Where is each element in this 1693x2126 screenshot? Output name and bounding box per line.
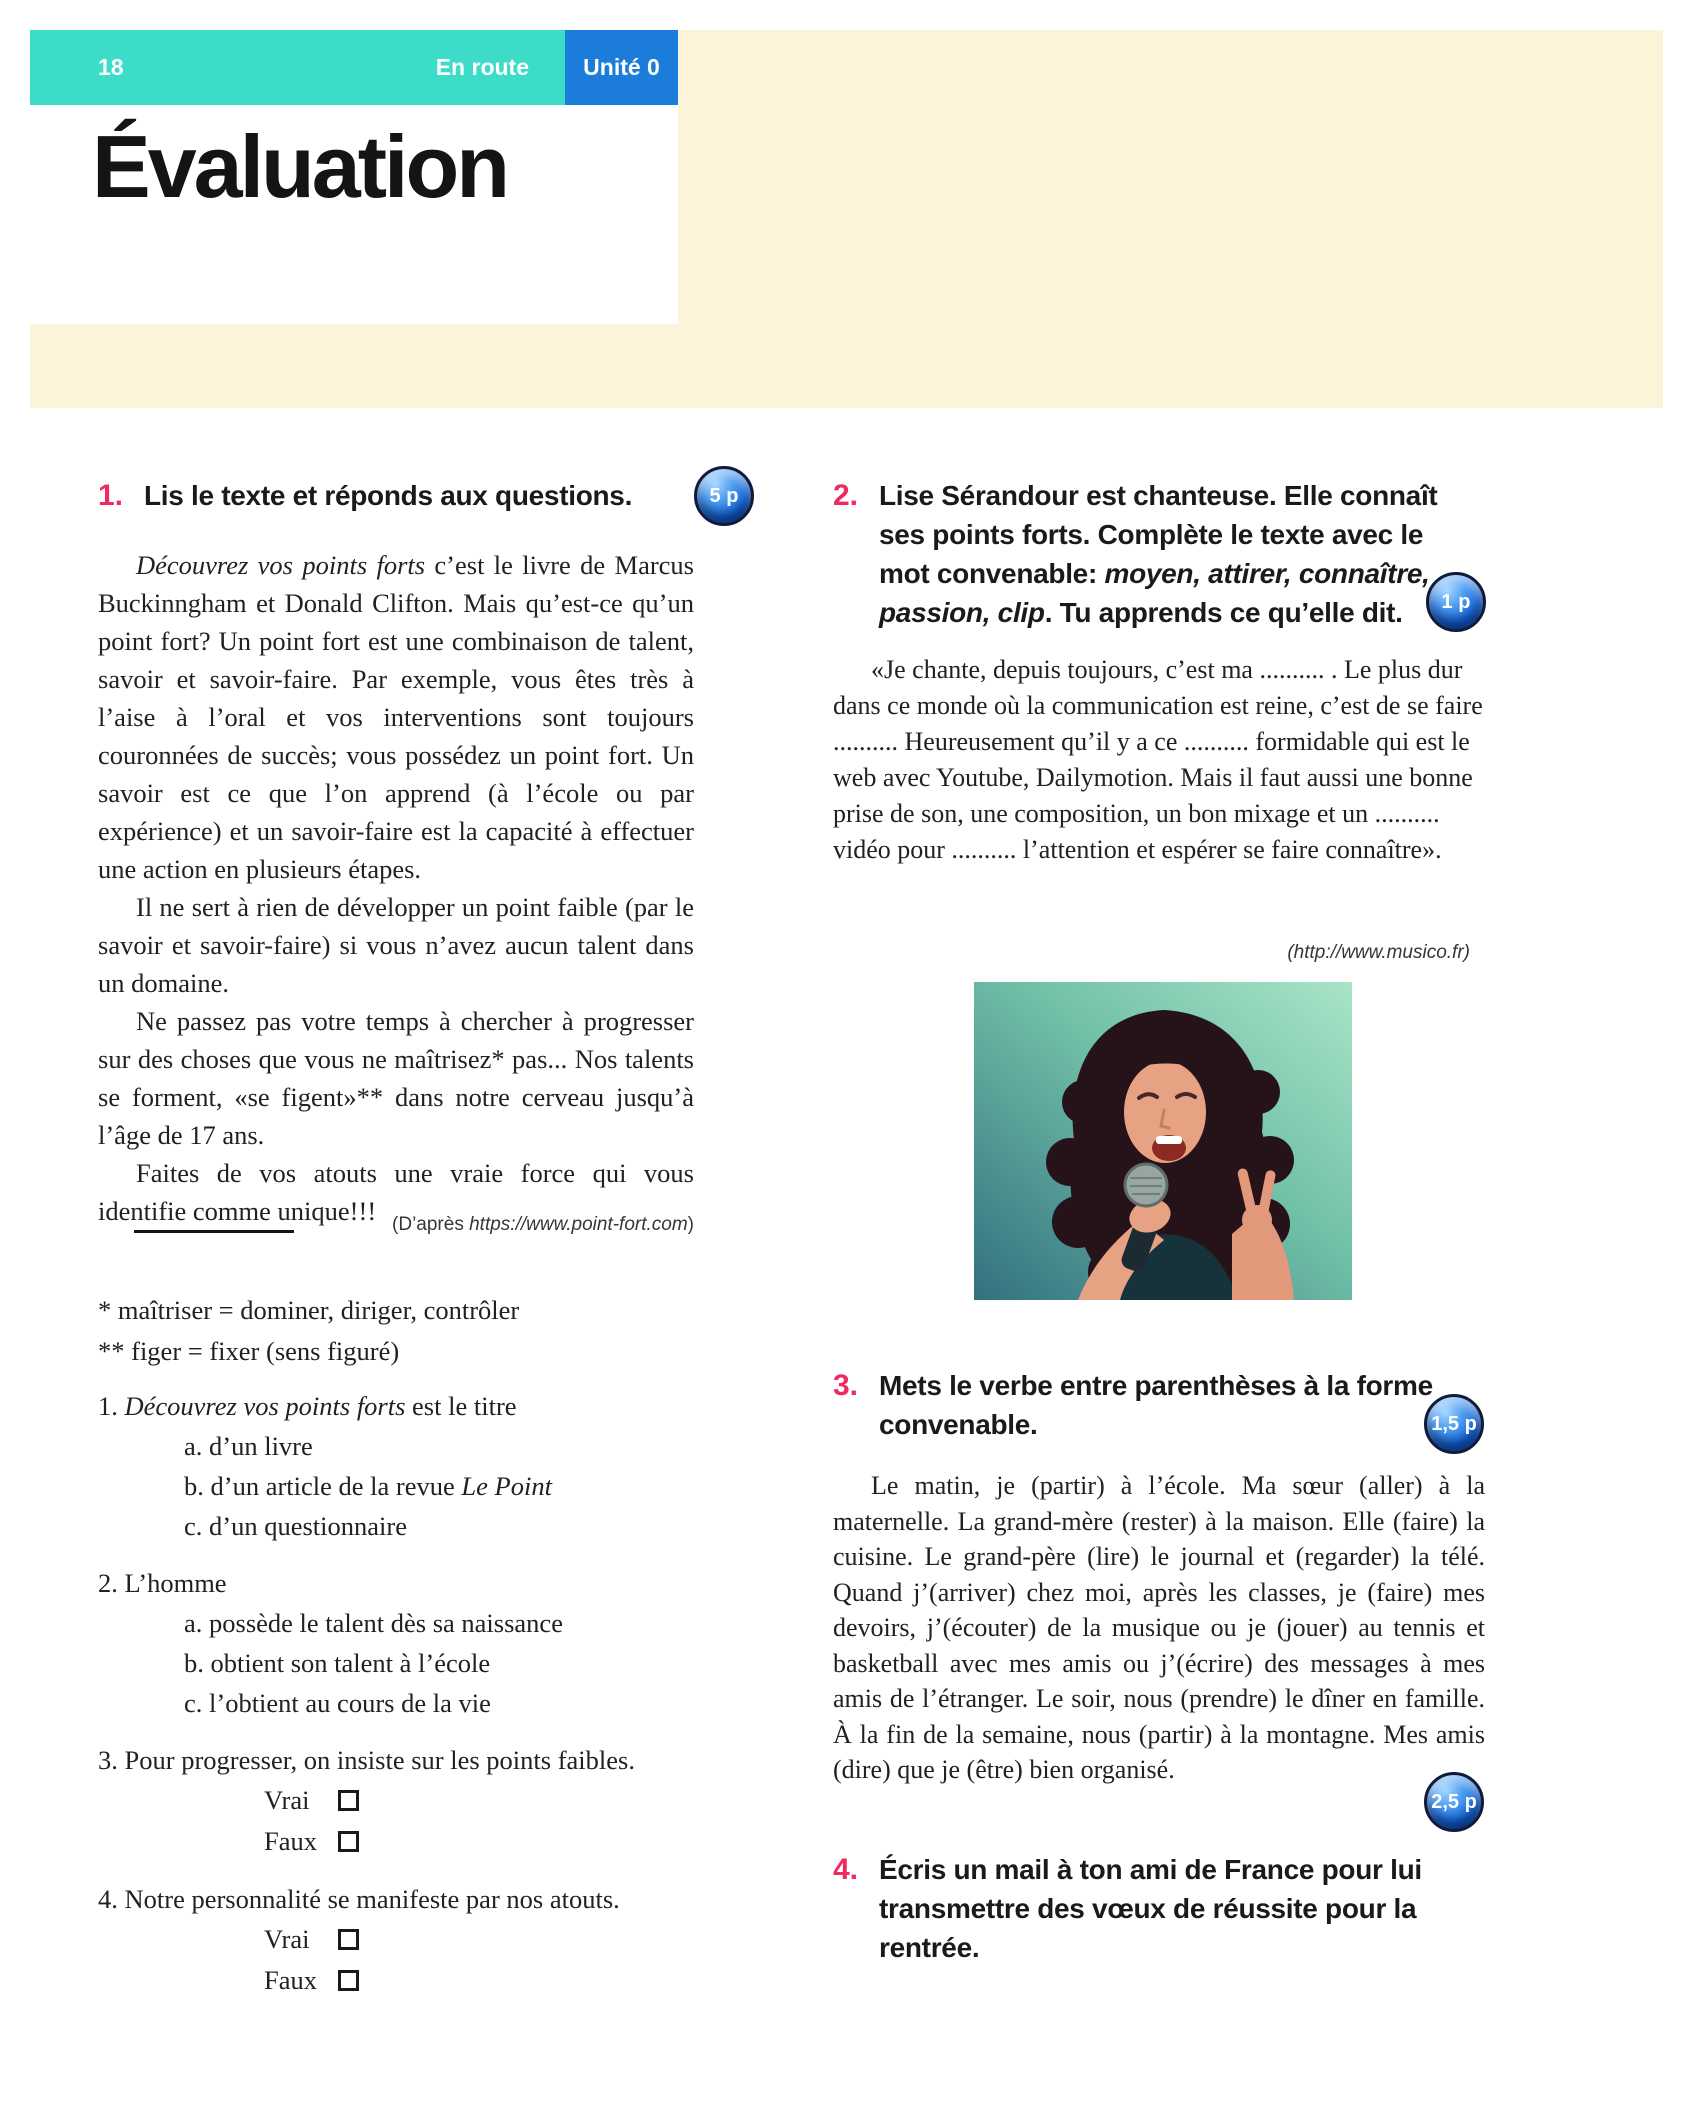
false-checkbox[interactable] [338,1831,359,1852]
option-c[interactable]: c. d’un questionnaire [184,1511,407,1541]
exercise4-heading [833,1850,1483,1967]
exercise3-heading [833,1366,1495,1444]
cream-panel-top [678,30,1663,324]
text-source: (D’après https://www.point-fort.com) [392,1214,694,1235]
question-4: 4. Notre personnalité se manifeste par nos atouts. Vrai Faux [98,1879,718,2001]
option-a[interactable]: a. possède le talent dès sa naissance [184,1608,563,1638]
true-checkbox[interactable] [338,1929,359,1950]
exercise2-heading [833,476,1495,632]
option-a[interactable]: a. d’un livre [184,1431,313,1461]
exercise1-title: Lis le texte et réponds aux questions. [144,480,633,511]
exercise2-title: Lise Sérandour est chanteuse. Elle connaît ses points forts. Complète le texte avec le mot convenable: moyen, attirer, connaître, passion, clip. Tu apprends ce qu’elle dit. [879,480,1438,628]
exercise3-title: Mets le verbe entre parenthèses à la forme convenable. [879,1370,1433,1440]
true-checkbox[interactable] [338,1790,359,1811]
paragraph: Découvrez vos points forts c’est le livre de Marcus Buckinngham et Donald Clifton. Mais qu’est-ce qu’un point fort? Un point fort est une combinaison de talent, savoir et savoir-faire. Par exemple, vous êtes très à l’aise à l’oral et vos interventions sont toujours couronnées de succès; vous possédez un point fort. Un savoir est ce que l’on apprend (à l’école ou par expérience) et un savoir-faire est la capacité à effectuer une action en plusieurs étapes. [98,550,694,884]
points-badge-ex3: 1,5 p [1424,1394,1484,1454]
exercise2-number: 2. [833,479,859,512]
footnote-1: * maîtriser = dominer, diriger, contrôler [98,1295,520,1325]
page-title: Évaluation [92,117,507,216]
unit-label: Unité 0 [583,54,660,80]
true-row: Vrai [98,1919,718,1960]
exercise1-heading [98,476,698,515]
footnote-divider [134,1230,294,1233]
page-number: 18 [98,54,124,80]
paragraph: Il ne sert à rien de développer un point faible (par le savoir et savoir-faire) si vous n’avez aucun talent dans un domaine. [98,892,694,998]
unit-tab [565,30,678,105]
singer-photo-illustration [974,982,1352,1300]
quote-source: (http://www.musico.fr) [1287,942,1470,963]
footnote-2: ** figer = fixer (sens figuré) [98,1336,400,1366]
exercise4-title: Écris un mail à ton ami de France pour lui transmettre des vœux de réussite pour la rentrée. [879,1854,1422,1963]
header-bar [30,30,565,105]
source-url: https://www.point-fort.com [469,1214,688,1235]
question-1: 1. Découvrez vos points forts est le titre a. d’un livre b. d’un article de la revue Le Point c. d’un questionnaire [98,1386,718,1546]
paragraph: Faites de vos atouts une vraie force qui vous identifie comme unique!!! [98,1158,694,1226]
points-badge-ex1: 5 p [694,466,754,526]
gap-fill-text: «Je chante, depuis toujours, c’est ma .......... . Le plus dur dans ce monde où la communication est reine, c’est de se faire .......... Heureusement qu’il y a ce .......... formidable qui est le web avec Youtube, Dailymotion. Mais il faut aussi une bonne prise de son, une composition, un bon mixage et un .......... vidéo pour .......... l’attention et espérer se faire connaître». [833,655,1483,864]
singer-photo [974,982,1352,1300]
cream-band [30,324,1663,408]
question-2: 2. L’homme a. possède le talent dès sa naissance b. obtient son talent à l’école c. l’obtient au cours de la vie [98,1563,718,1723]
series-label: En route [435,54,529,80]
exercise1-number: 1. [98,479,124,512]
footnotes [98,1290,694,1372]
points-badge-ex4: 2,5 p [1424,1772,1484,1832]
points-badge-ex2: 1 p [1426,572,1486,632]
comprehension-questions [98,1386,718,2018]
false-row: Faux [98,1960,718,2001]
question-3: 3. Pour progresser, on insiste sur les points faibles. Vrai Faux [98,1740,718,1862]
reading-text [98,546,694,1230]
true-row: Vrai [98,1780,718,1821]
false-checkbox[interactable] [338,1970,359,1991]
source-row [98,1206,694,1252]
option-b[interactable]: b. obtient son talent à l’école [184,1648,491,1678]
false-row: Faux [98,1821,718,1862]
option-b[interactable]: b. d’un article de la revue Le Point [184,1471,552,1501]
option-c[interactable]: c. l’obtient au cours de la vie [184,1688,491,1718]
exercise4-number: 4. [833,1853,859,1886]
paragraph: Ne passez pas votre temps à chercher à progresser sur des choses que vous ne maîtrisez* pas... Nos talents se forment, «se figent»** dans notre cerveau jusqu’à l’âge de 17 ans. [98,1006,694,1150]
exercise3-number: 3. [833,1369,859,1402]
verb-exercise-text: Le matin, je (partir) à l’école. Ma sœur (aller) à la maternelle. La grand-mère (rester) à la maison. Elle (faire) la cuisine. Le grand-père (lire) le journal et (regarder) la télé. Quand j’(arriver) chez moi, après les classes, je (faire) mes devoirs, j’(écouter) de la musique ou je (jouer) au tennis et basketball avec mes amis ou j’(écrire) des messages à mes amis de l’étranger. Le soir, nous (prendre) le dîner en famille. À la fin de la semaine, nous (partir) à la montagne. Mes amis (dire) que je (être) bien organisé. [833,1471,1485,1784]
